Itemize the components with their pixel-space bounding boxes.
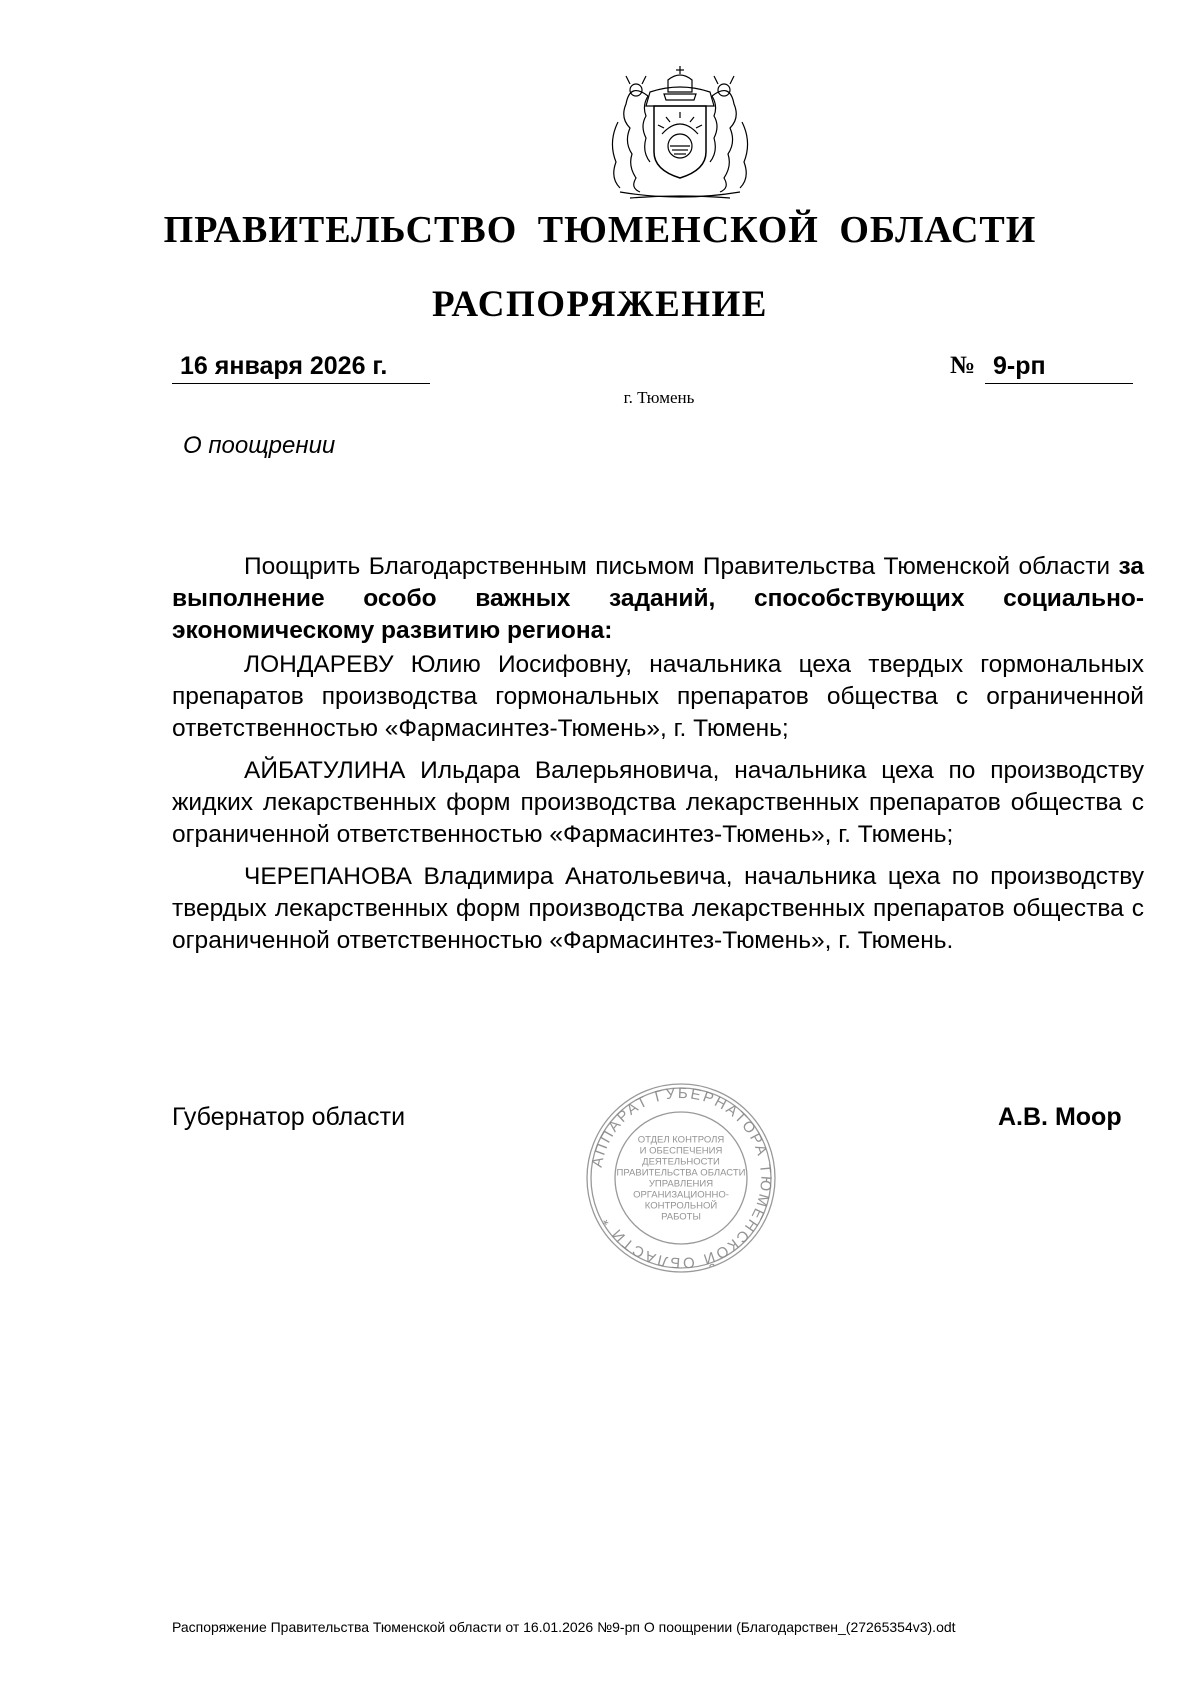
list-item: ЧЕРЕПАНОВА Владимира Анатольевича, начальника цеха по производству твердых лекарственных форм производства лекарственных препаратов общества с ограниченной ответственностью «Фармасинтез-Тюмень», г. Тюмень. (172, 863, 1144, 954)
signer-title: Губернатор области (172, 1103, 406, 1131)
document-subject: О поощрении (183, 432, 336, 459)
document-body (172, 551, 1144, 957)
signer-name: А.В. Моор (998, 1103, 1122, 1131)
document-footer: Распоряжение Правительства Тюменской области от 16.01.2026 №9-рп О поощрении (Благодарствен_(27265354v3).odt (172, 1619, 956, 1635)
stamp-inner-line: РАБОТЫ (661, 1211, 701, 1223)
intro-paragraph (172, 551, 1144, 647)
list-item: АЙБАТУЛИНА Ильдара Валерьяновича, начальника цеха по производству жидких лекарственных форм производства лекарственных препаратов общества с ограниченной ответственностью «Фармасинтез-Тюмень», г. Тюмень; (172, 757, 1144, 848)
list-item: ЛОНДАРЕВУ Юлию Иосифовну, начальника цеха твердых гормональных препаратов производства гормональных препаратов общества с ограниченной ответственностью «Фармасинтез-Тюмень», г. Тюмень; (172, 651, 1144, 742)
stamp-inner-line: УПРАВЛЕНИЯ (648, 1178, 714, 1190)
city-label: г. Тюмень (623, 388, 695, 407)
intro-plain-text: Поощрить Благодарственным письмом Правительства Тюменской области (244, 553, 1119, 580)
intro-bold-text: за выполнение особо важных заданий, способствующих социально-экономическому развитию региона: (172, 553, 1144, 644)
stamp-inner-line: КОНТРОЛЬНОЙ (644, 1200, 718, 1212)
stamp-inner-line: ОТДЕЛ КОНТРОЛЯ (637, 1134, 725, 1146)
official-stamp (583, 1080, 779, 1276)
document-number: 9-рп (993, 352, 1046, 380)
number-sign: № (950, 352, 976, 379)
number-field (985, 352, 1133, 384)
document-date: 16 января 2026 г. (180, 352, 388, 380)
stamp-inner-line: ПРАВИТЕЛЬСТВА ОБЛАСТИ (616, 1167, 746, 1179)
svg-text:АППАРАТ ГУБЕРНАТОРА ТЮМЕНСКОЙ: АППАРАТ ГУБЕРНАТОРА ТЮМЕНСКОЙ ОБЛАСТИ * (588, 1084, 775, 1272)
stamp-inner-line: ОРГАНИЗАЦИОННО- (633, 1189, 729, 1201)
stamp-inner-line: ДЕЯТЕЛЬНОСТИ (642, 1156, 720, 1168)
organization-title: ПРАВИТЕЛЬСТВО ТЮМЕНСКОЙ ОБЛАСТИ (163, 209, 1037, 251)
stamp-inner-line: И ОБЕСПЕЧЕНИЯ (639, 1145, 723, 1157)
date-field (172, 352, 430, 384)
document-type-heading: РАСПОРЯЖЕНИЕ (431, 284, 768, 325)
coat-of-arms-emblem (590, 62, 770, 202)
